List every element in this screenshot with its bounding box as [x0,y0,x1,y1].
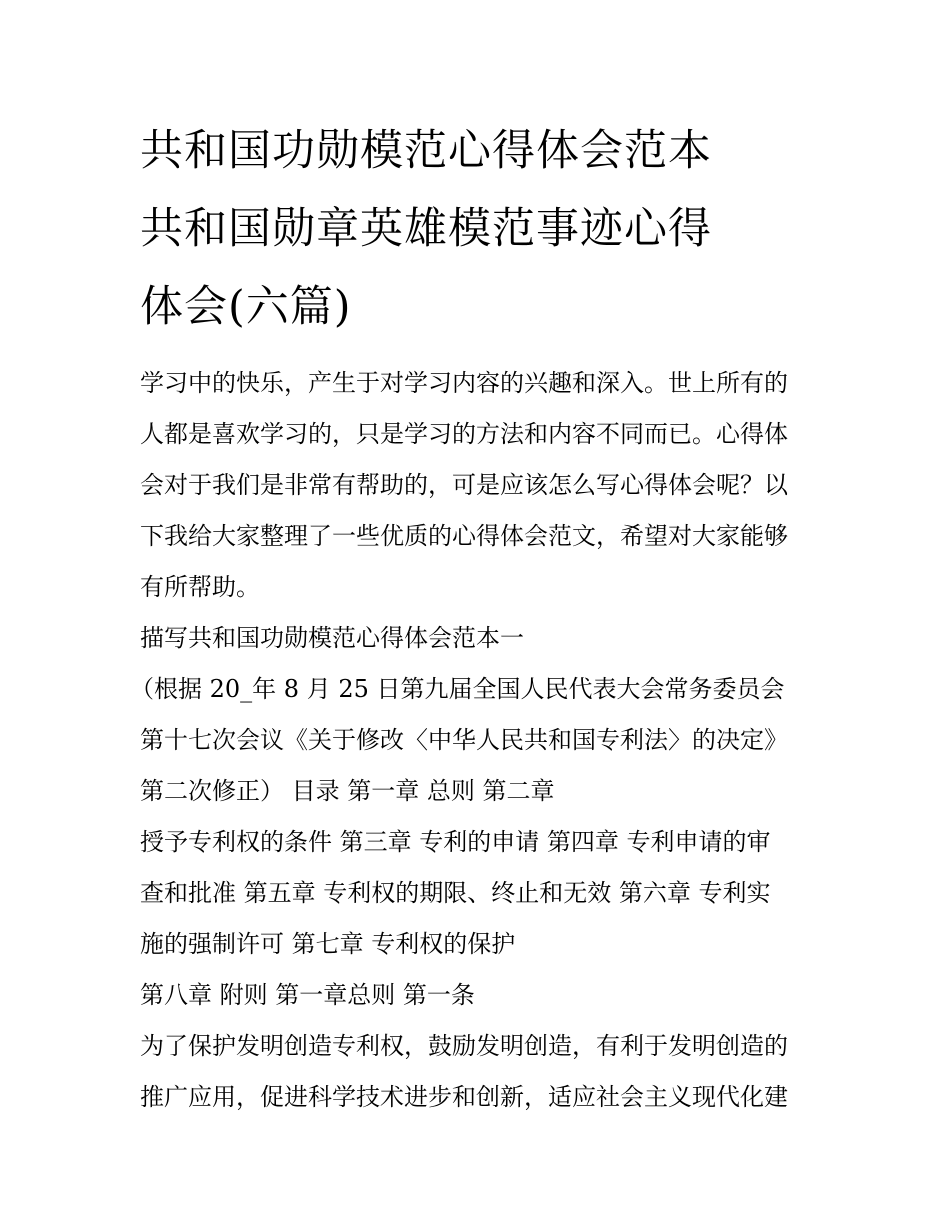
body-text-line: 查和批准 第五章 专利权的期限、终止和无效 第六章 专利实 [140,879,771,907]
body-text-line: 推广应用，促进科学技术进步和创新，适应社会主义现代化建 [140,1083,788,1111]
title-line: 共和国功勋模范心得体会范本 [140,126,712,176]
intro-paragraph-line: 人都是喜欢学习的，只是学习的方法和内容不同而已。心得体 [140,420,788,448]
body-text-line: 第八章 附则 第一章总则 第一条 [140,981,475,1009]
body-text-line: 授予专利权的条件 第三章 专利的申请 第四章 专利申请的审 [140,828,771,856]
document-title [140,112,820,346]
intro-paragraph-line: 学习中的快乐，产生于对学习内容的兴趣和深入。世上所有的 [140,369,788,397]
body-text-line: 第二次修正） 目录 第一章 总则 第二章 [140,777,555,805]
document-content [130,112,820,1123]
section-heading: 描写共和国功勋模范心得体会范本一 [140,624,524,652]
body-text-line: 为了保护发明创造专利权，鼓励发明创造，有利于发明创造的 [140,1032,788,1060]
intro-paragraph-line: 下我给大家整理了一些优质的心得体会范文，希望对大家能够 [140,522,788,550]
title-line: 体会(六篇) [140,282,352,332]
title-line: 共和国勋章英雄模范事迹心得 [140,204,712,254]
intro-paragraph-line: 会对于我们是非常有帮助的，可是应该怎么写心得体会呢？以 [140,471,788,499]
document-body [130,358,820,1123]
intro-paragraph-line: 有所帮助。 [140,573,260,601]
body-text-line: 施的强制许可 第七章 专利权的保护 [140,930,516,958]
body-text-line: 第十七次会议《关于修改〈中华人民共和国专利法〉的决定》 [140,726,788,754]
body-text-line: （根据 20_年 8 月 25 日第九届全国人民代表大会常务委员会 [130,675,785,703]
